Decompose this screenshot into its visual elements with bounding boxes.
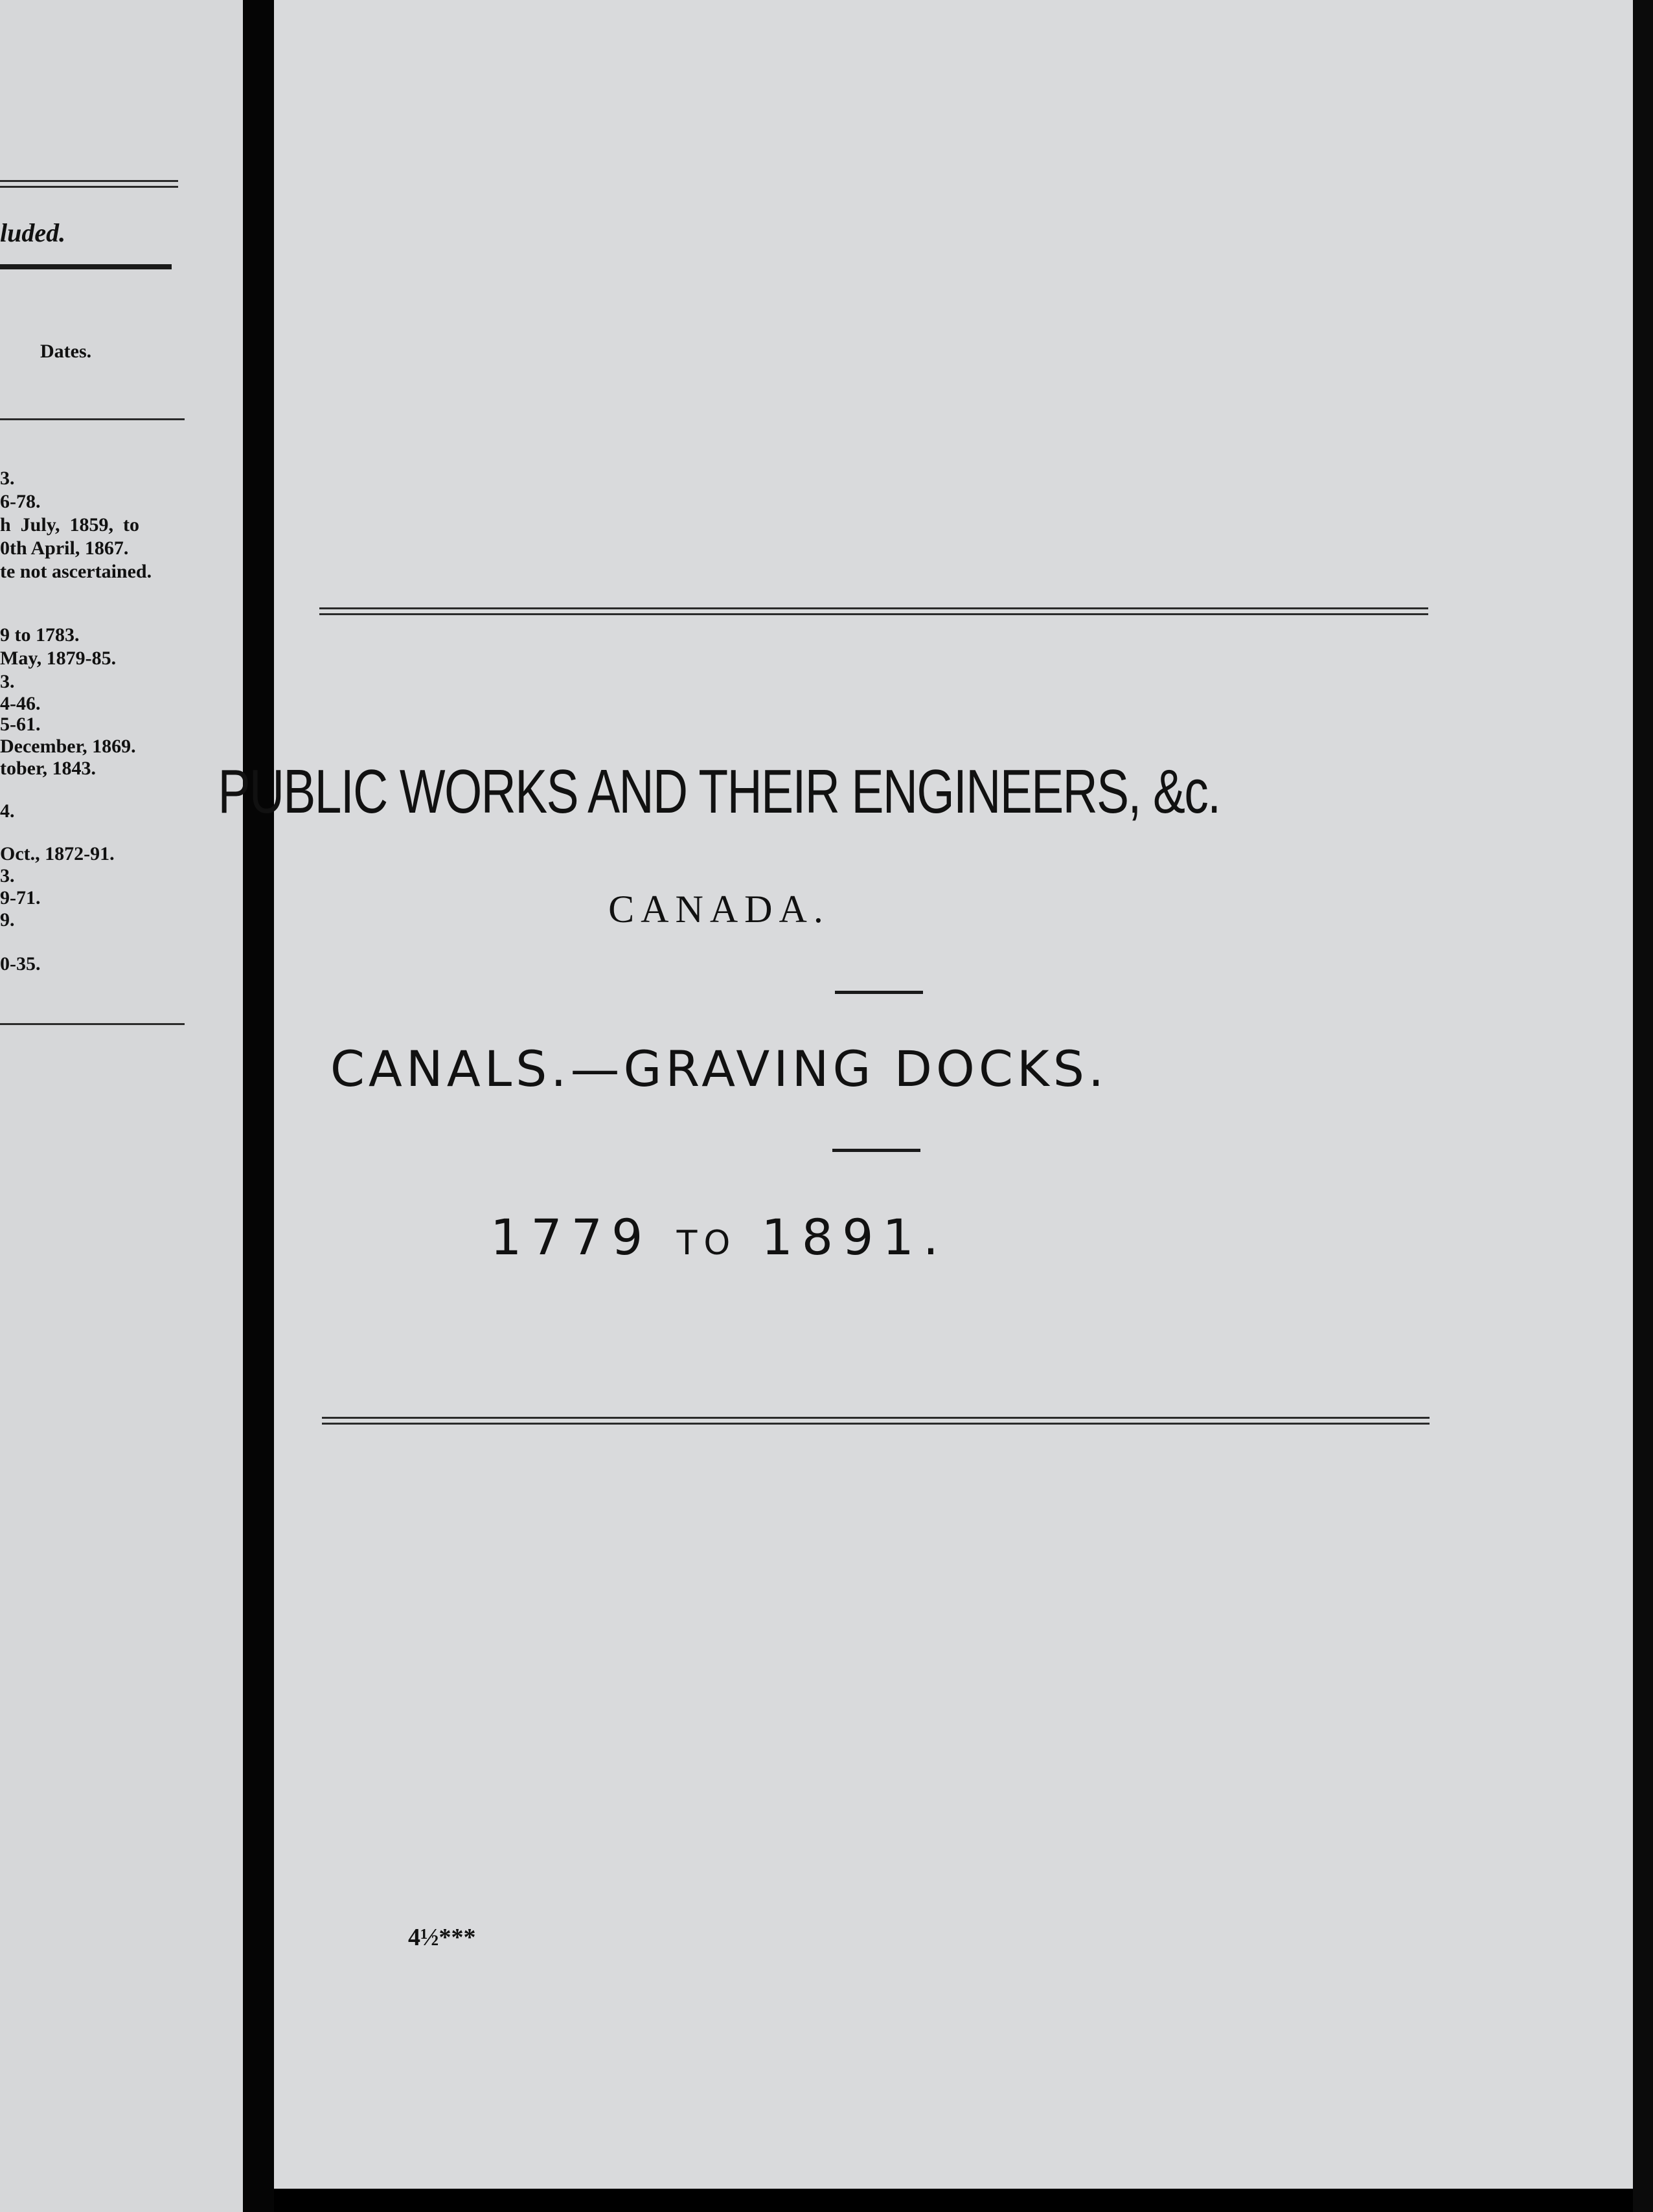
section-heading: CANALS.—GRAVING DOCKS.: [330, 1040, 1108, 1098]
date-line: 5-61.: [0, 714, 41, 735]
date-line: tober, 1843.: [0, 758, 97, 779]
date-line: Oct., 1872-91.: [0, 843, 115, 864]
bottom-double-rule: [322, 1417, 1430, 1425]
date-line: 3.: [0, 865, 15, 886]
date-line: 9-71.: [0, 887, 41, 909]
left-header-rule: [0, 264, 172, 269]
left-bottom-rule: [0, 1023, 185, 1025]
date-line: 0th April, 1867.: [0, 537, 129, 559]
date-line: te not ascertained.: [0, 561, 152, 582]
date-line: 6-78.: [0, 491, 41, 512]
date-line: 9.: [0, 909, 15, 931]
separator-bar: [832, 1149, 920, 1152]
range-start: 1779: [490, 1208, 652, 1266]
left-page: [0, 0, 243, 2212]
left-column-header: Dates.: [40, 341, 92, 362]
date-line: May, 1879-85.: [0, 648, 117, 669]
right-page-edge: [1633, 0, 1653, 2212]
signature-mark: 4½***: [408, 1924, 476, 1951]
date-line: December, 1869.: [0, 736, 136, 757]
country-heading: CANADA.: [608, 888, 830, 931]
date-line: 3.: [0, 671, 15, 692]
book-gutter: [243, 0, 274, 2212]
left-column-rule: [0, 418, 185, 420]
range-end: 1891.: [761, 1208, 948, 1266]
separator-bar: [835, 991, 923, 994]
page-title: PUBLIC WORKS AND THEIR ENGINEERS, &c.: [218, 757, 1220, 826]
date-line: 4-46.: [0, 693, 41, 714]
date-range: [40, 1208, 1398, 1266]
date-line: 4.: [0, 800, 15, 822]
date-line: 9 to 1783.: [0, 624, 80, 646]
title-page: [218, 0, 1633, 2189]
left-top-rule: [0, 180, 178, 188]
left-header-fragment: luded.: [0, 218, 66, 247]
date-line: h July, 1859, to: [0, 514, 140, 536]
date-line: 3.: [0, 468, 15, 489]
date-line: 0-35.: [0, 953, 41, 975]
top-double-rule: [319, 607, 1428, 615]
range-separator: TO: [676, 1224, 737, 1263]
